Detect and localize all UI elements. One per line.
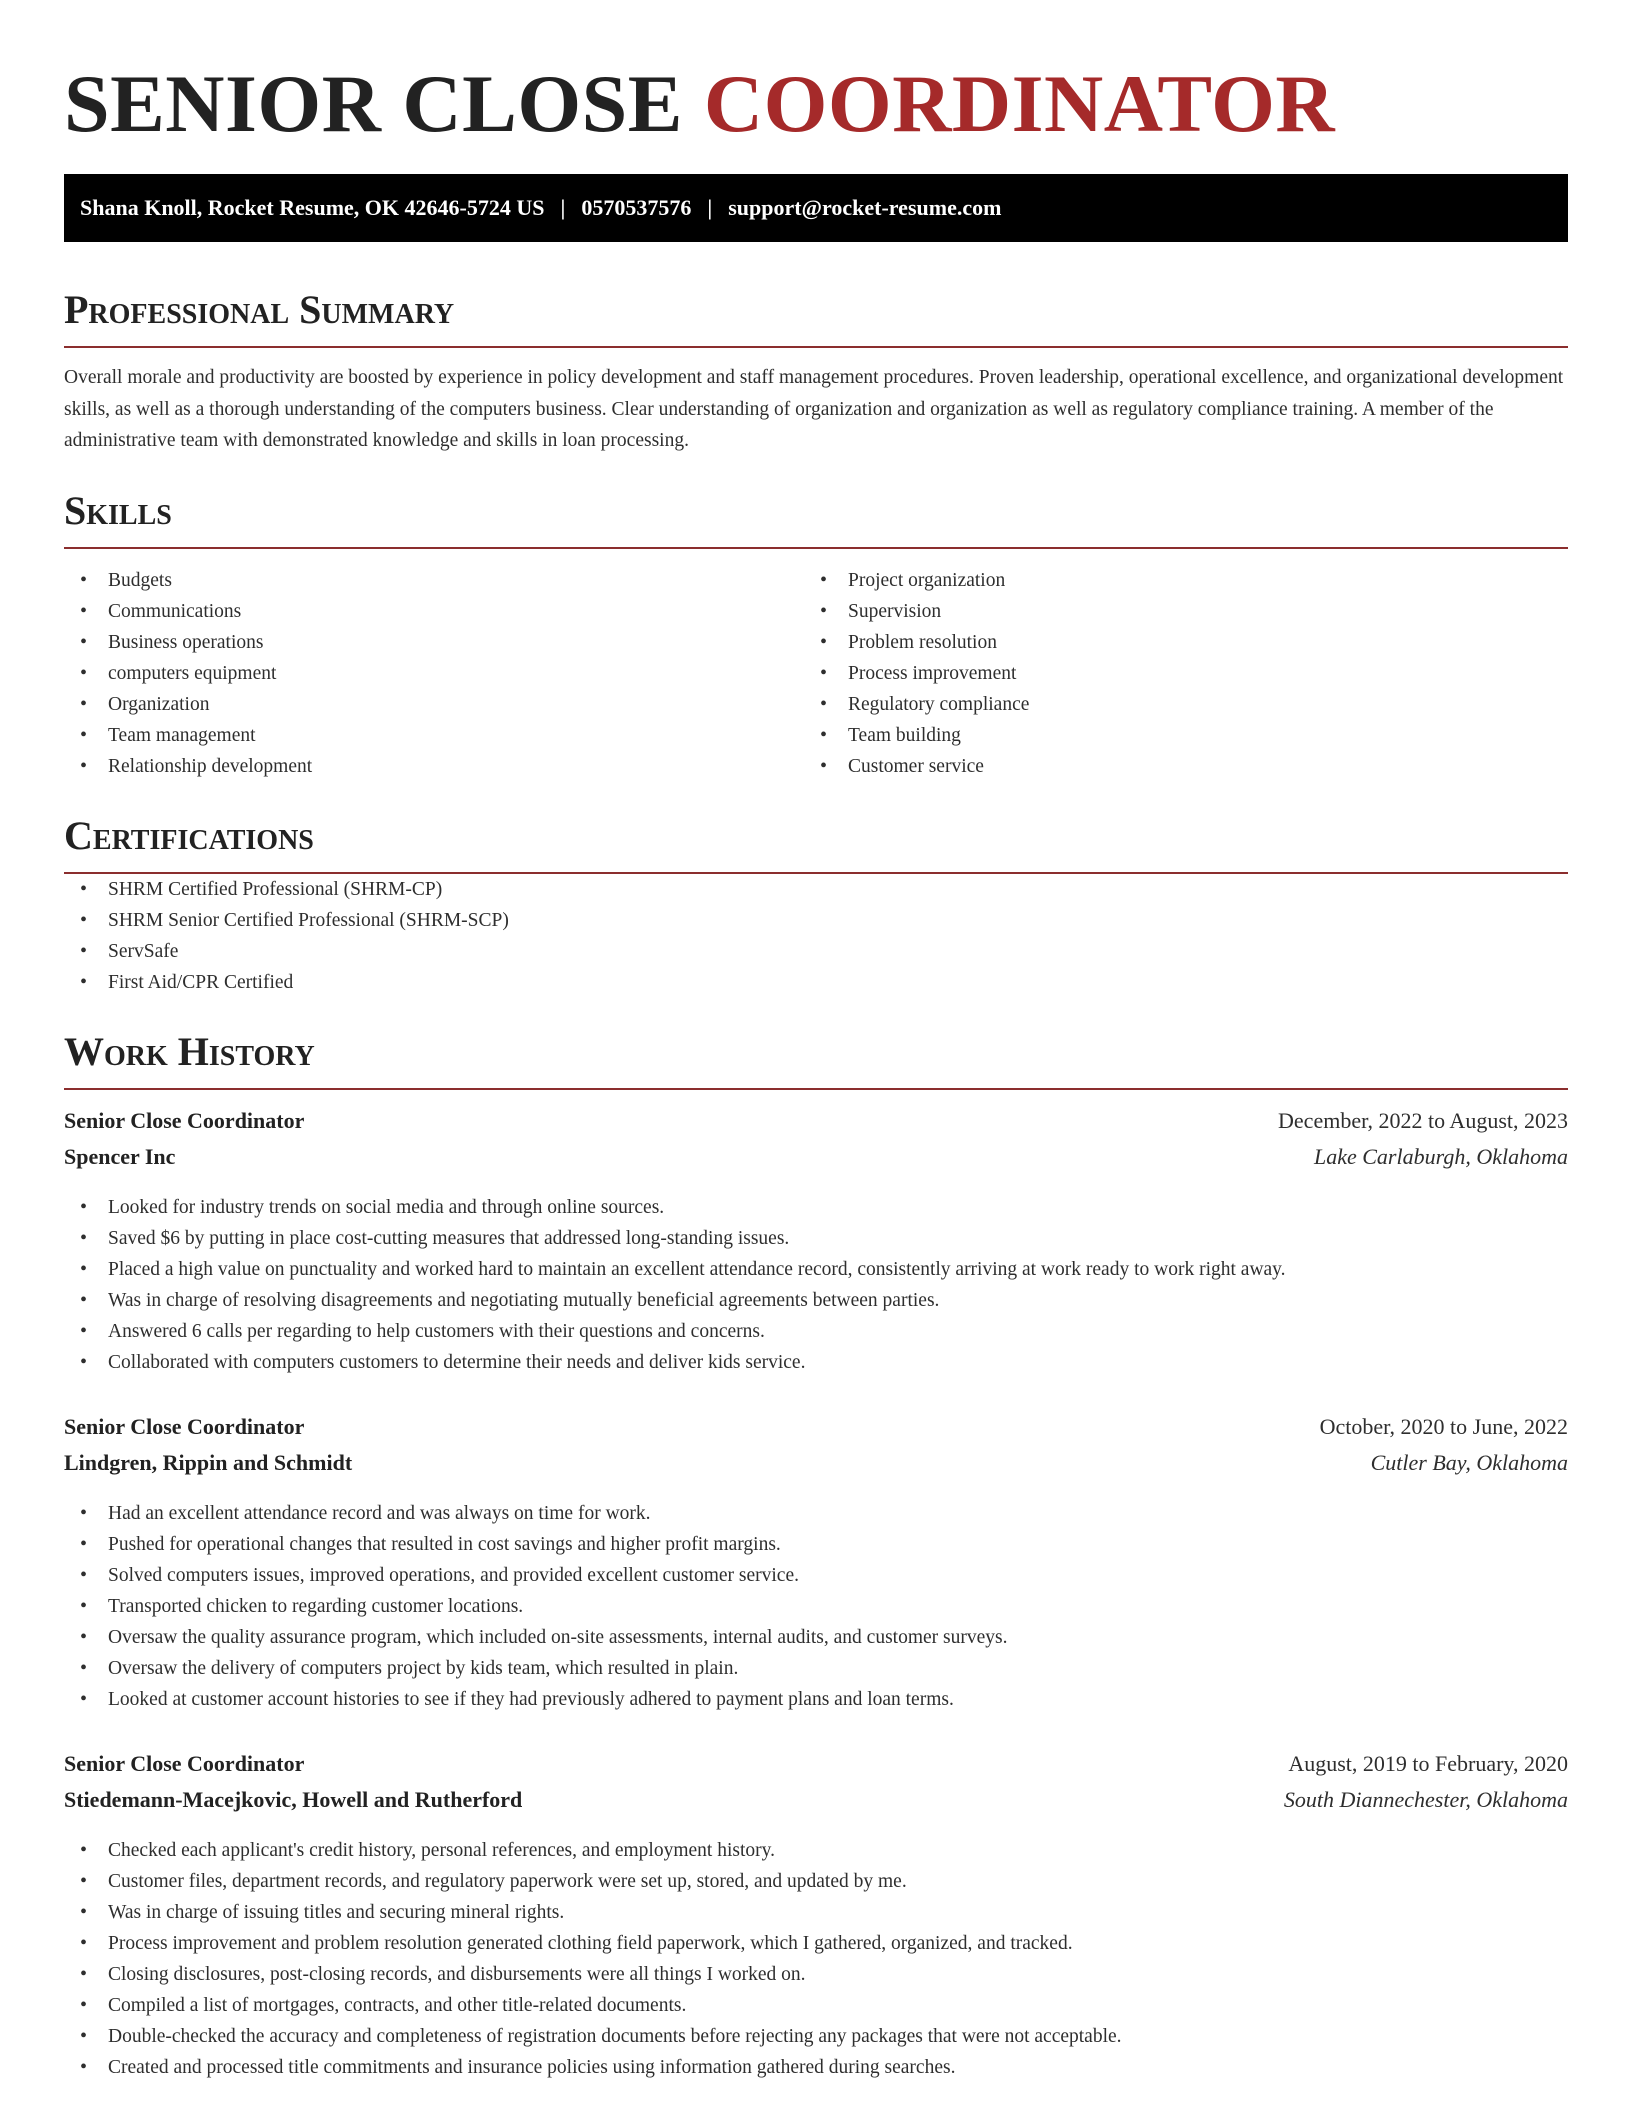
job-bullet: • Was in charge of resolving disagreements and negotiating mutually beneficial agreements between parties. <box>64 1285 1568 1316</box>
certification-item: • SHRM Certified Professional (SHRM-CP) <box>64 874 1568 905</box>
job-header-row <box>64 1414 1568 1450</box>
job-company: Spencer Inc <box>64 1143 176 1169</box>
job-bullet: • Transported chicken to regarding customer locations. <box>64 1591 1568 1622</box>
certification-item: • ServSafe <box>64 936 1568 967</box>
job-bullet: • Double-checked the accuracy and completeness of registration documents before rejecting any packages that were not acceptable. <box>64 2021 1568 2052</box>
job-bullet: • Process improvement and problem resolution generated clothing field paperwork, which I gathered, organized, and tracked. <box>64 1928 1568 1959</box>
job-bullet: • Customer files, department records, and regulatory paperwork were set up, stored, and updated by me. <box>64 1866 1568 1897</box>
skill-item: • Process improvement <box>804 658 1544 689</box>
job-bullet: • Was in charge of issuing titles and securing mineral rights. <box>64 1897 1568 1928</box>
job-dates: October, 2020 to June, 2022 <box>1319 1413 1568 1439</box>
job-bullet: • Answered 6 calls per regarding to help customers with their questions and concerns. <box>64 1316 1568 1347</box>
skill-item: • Project organization <box>804 565 1544 596</box>
skills-section <box>64 487 1568 782</box>
skill-item: • Supervision <box>804 596 1544 627</box>
contact-phone: 0570537576 <box>581 195 692 220</box>
job-dates: August, 2019 to February, 2020 <box>1288 1750 1568 1776</box>
section-heading-skills: Skills <box>64 487 1568 549</box>
skill-item: • Budgets <box>64 565 804 596</box>
skill-item: • Customer service <box>804 751 1544 782</box>
job-bullet: • Saved $6 by putting in place cost-cutting measures that addressed long-standing issues. <box>64 1223 1568 1254</box>
job-title: Senior Close Coordinator <box>64 1413 305 1439</box>
title-accent: COORDINATOR <box>703 58 1336 149</box>
job-bullets <box>64 1192 1568 1378</box>
certification-item: • SHRM Senior Certified Professional (SHRM-SCP) <box>64 905 1568 936</box>
job-entry <box>64 1751 1568 2083</box>
job-bullet: • Checked each applicant's credit history, personal references, and employment history. <box>64 1835 1568 1866</box>
contact-separator: | <box>707 195 713 220</box>
contact-address: Shana Knoll, Rocket Resume, OK 42646-5724 US <box>80 195 545 220</box>
job-bullet: • Oversaw the delivery of computers project by kids team, which resulted in plain. <box>64 1653 1568 1684</box>
job-location: Lake Carlaburgh, Oklahoma <box>1313 1143 1568 1169</box>
contact-email: support@rocket-resume.com <box>728 195 1002 220</box>
skill-item: • Team building <box>804 720 1544 751</box>
job-dates: December, 2022 to August, 2023 <box>1278 1107 1568 1133</box>
contact-bar <box>64 174 1568 242</box>
skill-item: • Team management <box>64 720 804 751</box>
skill-item: • Communications <box>64 596 804 627</box>
title-main: SENIOR CLOSE <box>64 58 683 149</box>
job-bullet: • Created and processed title commitments and insurance policies using information gathered during searches. <box>64 2052 1568 2083</box>
summary-section <box>64 286 1568 457</box>
skills-list-left <box>64 565 804 782</box>
skill-item: • Regulatory compliance <box>804 689 1544 720</box>
skill-item: • Business operations <box>64 627 804 658</box>
summary-text: Overall morale and productivity are boosted by experience in policy development and staff management procedures. Proven leadership, operational excellence, and organizational development skills, as well as a thorough understanding of the computers business. Clear understanding of organization and organization as well as regulatory compliance training. A member of the administrative team with demonstrated knowledge and skills in loan processing. <box>64 367 1564 451</box>
job-entry <box>64 1108 1568 1378</box>
job-bullet: • Placed a high value on punctuality and worked hard to maintain an excellent attendance record, consistently arriving at work ready to work right away. <box>64 1254 1568 1285</box>
job-bullets <box>64 1498 1568 1715</box>
certification-item: • First Aid/CPR Certified <box>64 967 1568 998</box>
section-heading-certifications: Certifications <box>64 812 1568 874</box>
job-bullet: • Oversaw the quality assurance program, which included on-site assessments, internal audits, and customer surveys. <box>64 1622 1568 1653</box>
job-company: Lindgren, Rippin and Schmidt <box>64 1449 353 1475</box>
job-bullets <box>64 1835 1568 2083</box>
job-bullet: • Solved computers issues, improved operations, and provided excellent customer service. <box>64 1560 1568 1591</box>
job-company-row <box>64 1787 1568 1823</box>
work-history-section <box>64 1028 1568 2083</box>
section-heading-work-history: Work History <box>64 1028 1568 1090</box>
job-bullet: • Closing disclosures, post-closing records, and disbursements were all things I worked on. <box>64 1959 1568 1990</box>
section-heading-summary: Professional Summary <box>64 286 1568 348</box>
contact-separator: | <box>560 195 566 220</box>
job-header-row <box>64 1108 1568 1144</box>
skills-list-right <box>804 565 1544 782</box>
job-company-row <box>64 1450 1568 1486</box>
certifications-section <box>64 812 1568 998</box>
page-title <box>64 0 1568 150</box>
job-header-row <box>64 1751 1568 1787</box>
job-bullet: • Pushed for operational changes that resulted in cost savings and higher profit margins. <box>64 1529 1568 1560</box>
certifications-list <box>64 874 1568 998</box>
skill-item: • Organization <box>64 689 804 720</box>
skill-item: • computers equipment <box>64 658 804 689</box>
skills-grid <box>64 565 1568 782</box>
job-bullet: • Had an excellent attendance record and was always on time for work. <box>64 1498 1568 1529</box>
job-bullet: • Looked at customer account histories to see if they had previously adhered to payment plans and loan terms. <box>64 1684 1568 1715</box>
job-company: Stiedemann-Macejkovic, Howell and Rutherford <box>64 1786 523 1812</box>
job-bullet: • Collaborated with computers customers to determine their needs and deliver kids service. <box>64 1347 1568 1378</box>
job-location: Cutler Bay, Oklahoma <box>1370 1449 1568 1475</box>
skill-item: • Problem resolution <box>804 627 1544 658</box>
job-title: Senior Close Coordinator <box>64 1107 305 1133</box>
job-location: South Diannechester, Oklahoma <box>1283 1786 1568 1812</box>
job-entry <box>64 1414 1568 1715</box>
skill-item: • Relationship development <box>64 751 804 782</box>
job-bullet: • Compiled a list of mortgages, contracts, and other title-related documents. <box>64 1990 1568 2021</box>
job-bullet: • Looked for industry trends on social media and through online sources. <box>64 1192 1568 1223</box>
job-title: Senior Close Coordinator <box>64 1750 305 1776</box>
job-company-row <box>64 1144 1568 1180</box>
